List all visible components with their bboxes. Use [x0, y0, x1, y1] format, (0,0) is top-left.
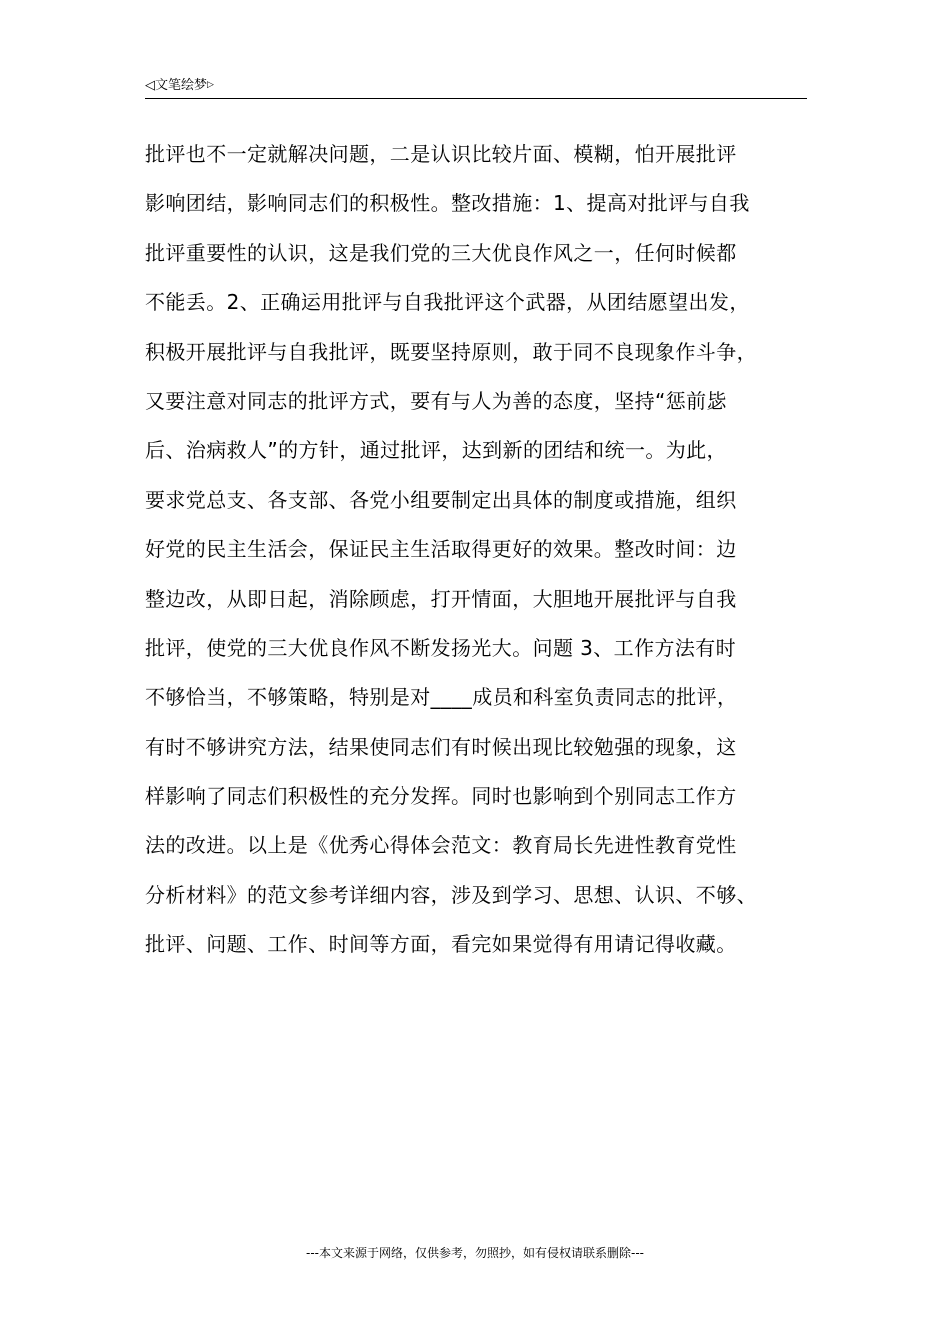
body-line: 分析材料》的范文参考详细内容，涉及到学习、思想、认识、不够、	[145, 882, 757, 907]
body-line: 好党的民主生活会，保证民主生活取得更好的效果。整改时间：边	[145, 537, 737, 562]
right-triangle-icon: ▷	[207, 80, 214, 90]
body-line: 法的改进。以上是《优秀心得体会范文：教育局长先进性教育党性	[145, 833, 737, 858]
body-line: 有时不够讲究方法，结果使同志们有时候出现比较勉强的现象，这	[145, 734, 737, 759]
left-triangle-icon: ◁	[145, 78, 155, 93]
page-header	[145, 76, 807, 99]
page-footer: ---本文来源于网络，仅供参考，勿照抄，如有侵权请联系删除---	[306, 1246, 644, 1260]
document-body	[145, 130, 825, 970]
body-line: 批评，使党的三大优良作风不断发扬光大。问题 3、工作方法有时	[145, 635, 737, 660]
body-line: 整边改，从即日起，消除顾虑，打开情面，大胆地开展批评与自我	[145, 586, 737, 611]
body-line: 后、治病救人”的方针，通过批评，达到新的团结和统一。为此，	[145, 438, 727, 463]
header-title: 文笔绘梦	[155, 78, 208, 93]
body-line: 批评、问题、工作、时间等方面，看完如果觉得有用请记得收藏。	[145, 932, 737, 957]
header-title-group	[145, 76, 214, 95]
body-line: 积极开展批评与自我批评，既要坚持原则，敢于同不良现象作斗争，	[145, 339, 757, 364]
body-line: 批评重要性的认识，这是我们党的三大优良作风之一，任何时候都	[145, 240, 737, 265]
body-line: 要求党总支、各支部、各党小组要制定出具体的制度或措施，组织	[145, 487, 737, 512]
body-line: 批评也不一定就解决问题，二是认识比较片面、模糊，怕开展批评	[145, 142, 737, 166]
body-line: 不够恰当，不够策略，特别是对____成员和科室负责同志的批评，	[145, 685, 738, 710]
body-line: 样影响了同志们积极性的充分发挥。同时也影响到个别同志工作方	[145, 784, 737, 809]
body-line: 又要注意对同志的批评方式，要有与人为善的态度，坚持“惩前毖	[145, 388, 727, 413]
body-line: 不能丢。2、正确运用批评与自我批评这个武器，从团结愿望出发，	[145, 290, 750, 315]
body-line: 影响团结，影响同志们的积极性。整改措施：1、提高对批评与自我	[145, 191, 750, 216]
